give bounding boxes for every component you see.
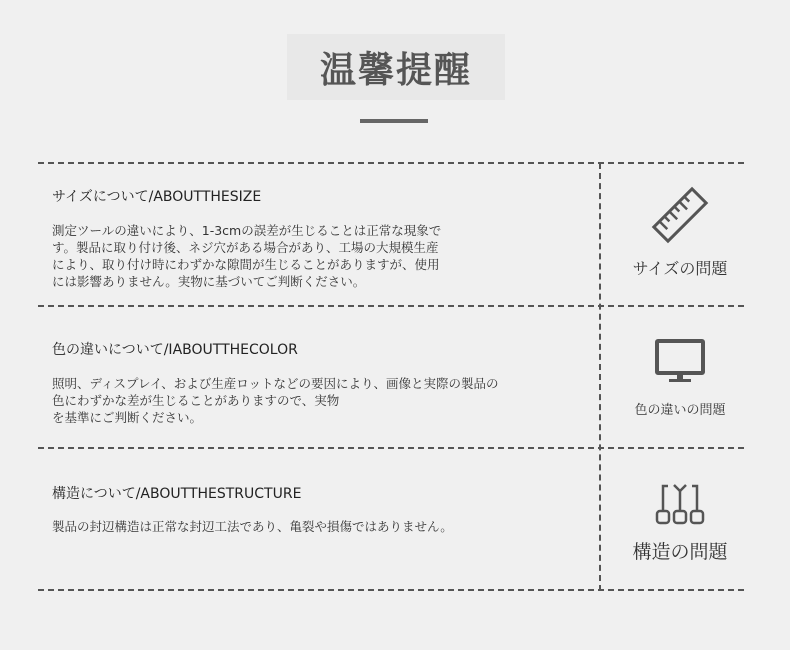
divider-1 — [38, 305, 744, 307]
divider-top — [38, 162, 744, 164]
divider-2 — [38, 447, 744, 449]
divider-vertical — [599, 163, 601, 591]
structure-icon — [655, 481, 705, 527]
ruler-icon — [651, 186, 709, 244]
color-body-line: を基準にご判断ください。 — [52, 410, 203, 425]
color-icon-label: 色の違いの問題 — [634, 403, 726, 418]
color-section-title: 色の違いについて/IABOUTTHECOLOR — [52, 342, 298, 358]
size-body-line: す。製品に取り付け後、ネジ穴がある場合があり、工場の大規模生産 — [52, 240, 439, 255]
page-title: 温馨提醒 — [319, 49, 472, 91]
size-section-body — [52, 222, 552, 290]
size-section-title: サイズについて/ABOUTTHESIZE — [52, 189, 262, 205]
color-section-body — [52, 375, 552, 426]
size-icon-box — [605, 186, 755, 279]
color-icon-box — [605, 338, 755, 418]
structure-icon-label: 構造の問題 — [632, 541, 728, 563]
size-body-line: には影響ありません。実物に基づいてご判断ください。 — [52, 274, 366, 289]
size-body-line: 測定ツールの違いにより、1-3cmの誤差が生じることは正常な現象で — [52, 223, 442, 238]
monitor-icon — [654, 338, 706, 384]
structure-section-title: 構造について/ABOUTTHESTRUCTURE — [52, 486, 302, 502]
title-box — [287, 34, 505, 100]
size-body-line: により、取り付け時にわずかな隙間が生じることがありますが、使用 — [52, 257, 440, 272]
divider-bottom — [38, 589, 744, 591]
color-body-line: 色にわずかな差が生じることがありますので、実物 — [52, 393, 340, 408]
structure-section-body — [52, 518, 552, 535]
structure-icon-box — [605, 481, 755, 564]
size-icon-label: サイズの問題 — [632, 259, 728, 278]
structure-body-line: 製品の封辺構造は正常な封辺工法であり、亀裂や損傷ではありません。 — [52, 519, 453, 534]
title-underline — [360, 119, 428, 123]
color-body-line: 照明、ディスプレイ、および生産ロットなどの要因により、画像と実際の製品の — [52, 376, 499, 391]
